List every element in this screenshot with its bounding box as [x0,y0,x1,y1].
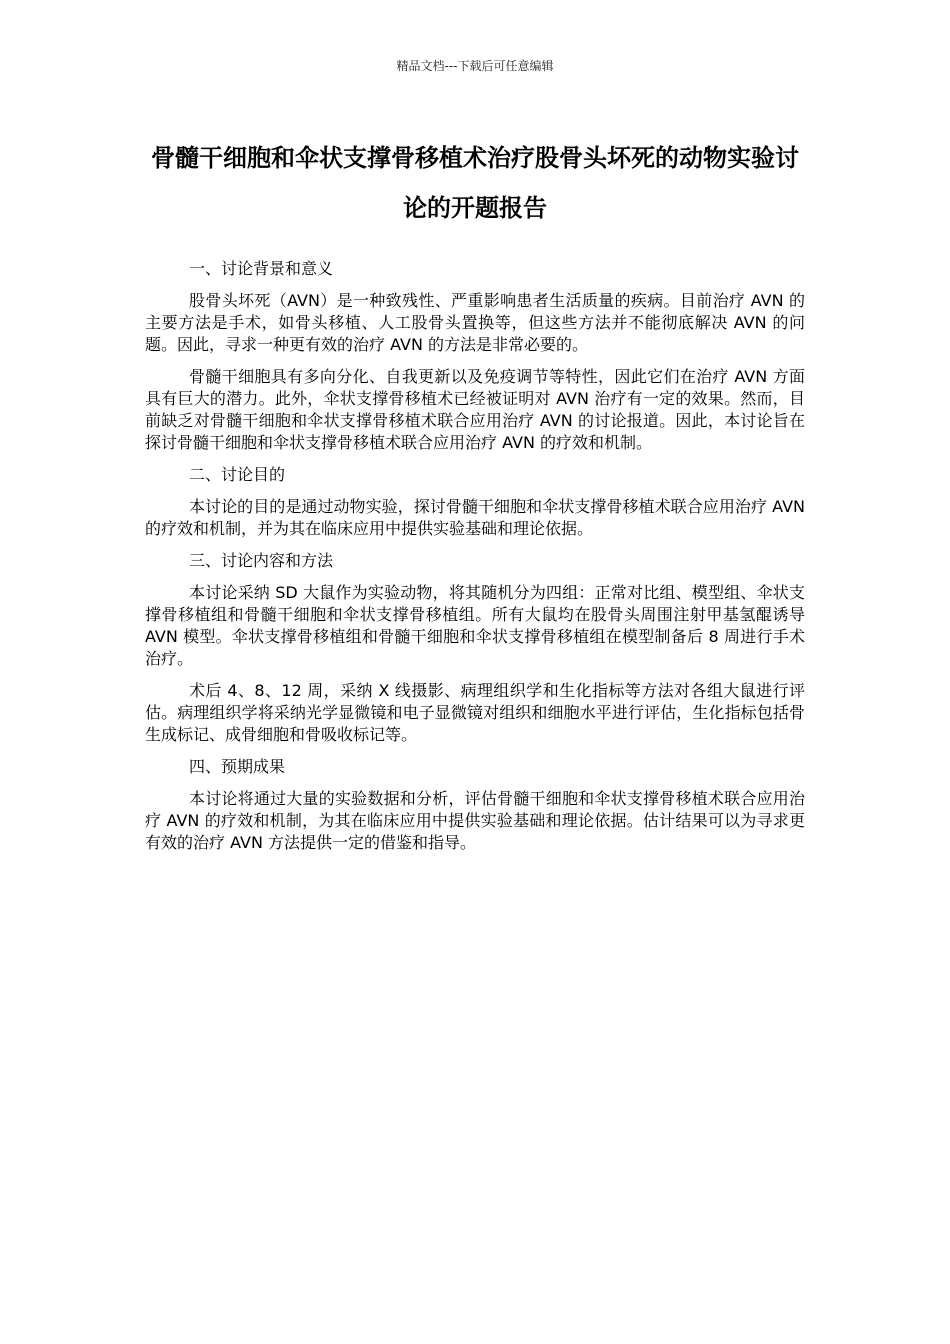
section-purpose [145,464,805,540]
section-background [145,258,805,454]
paragraph: 术后 4、8、12 周，采纳 X 线摄影、病理组织学和生化指标等方法对各组大鼠进行评估。病理组织学将采纳光学显微镜和电子显微镜对组织和细胞水平进行评估，生化指标包括骨生成标记、成骨细胞和骨吸收标记等。 [145,681,805,744]
paragraph: 本讨论采纳 SD 大鼠作为实验动物，将其随机分为四组：正常对比组、模型组、伞状支撑骨移植组和骨髓干细胞和伞状支撑骨移植组。所有大鼠均在股骨头周围注射甲基氢醌诱导 AVN 模型。伞状支撑骨移植组和骨髓干细胞和伞状支撑骨移植组在模型制备后 8 周进行手术治疗。 [145,583,805,668]
section-methods [145,550,805,746]
section-heading: 一、讨论背景和意义 [189,259,334,278]
section-expected-results [145,756,805,854]
paragraph: 本讨论将通过大量的实验数据和分析，评估骨髓干细胞和伞状支撑骨移植术联合应用治疗 AVN 的疗效和机制，为其在临床应用中提供实验基础和理论依据。估计结果可以为寻求更有效的治疗 AVN 方法提供一定的借鉴和指导。 [145,789,805,852]
page-header-note: 精品文档---下载后可任意编辑 [396,59,554,73]
section-heading: 二、讨论目的 [189,465,286,484]
section-heading: 四、预期成果 [189,757,286,776]
paragraph: 本讨论的目的是通过动物实验，探讨骨髓干细胞和伞状支撑骨移植术联合应用治疗 AVN 的疗效和机制，并为其在临床应用中提供实验基础和理论依据。 [145,497,805,538]
section-heading: 三、讨论内容和方法 [189,551,334,570]
paragraph: 股骨头坏死（AVN）是一种致残性、严重影响患者生活质量的疾病。目前治疗 AVN 的主要方法是手术，如骨头移植、人工股骨头置换等，但这些方法并不能彻底解决 AVN 的问题。因此，寻求一种更有效的治疗 AVN 的方法是非常必要的。 [145,291,805,354]
paragraph: 骨髓干细胞具有多向分化、自我更新以及免疫调节等特性，因此它们在治疗 AVN 方面具有巨大的潜力。此外，伞状支撑骨移植术已经被证明对 AVN 治疗有一定的效果。然而，目前缺乏对骨髓干细胞和伞状支撑骨移植术联合应用治疗 AVN 的讨论报道。因此，本讨论旨在探讨骨髓干细胞和伞状支撑骨移植术联合应用治疗 AVN 的疗效和机制。 [145,367,805,452]
document-body [145,258,805,864]
document-title: 骨髓干细胞和伞状支撑骨移植术治疗股骨头坏死的动物实验讨论的开题报告 [151,144,799,222]
